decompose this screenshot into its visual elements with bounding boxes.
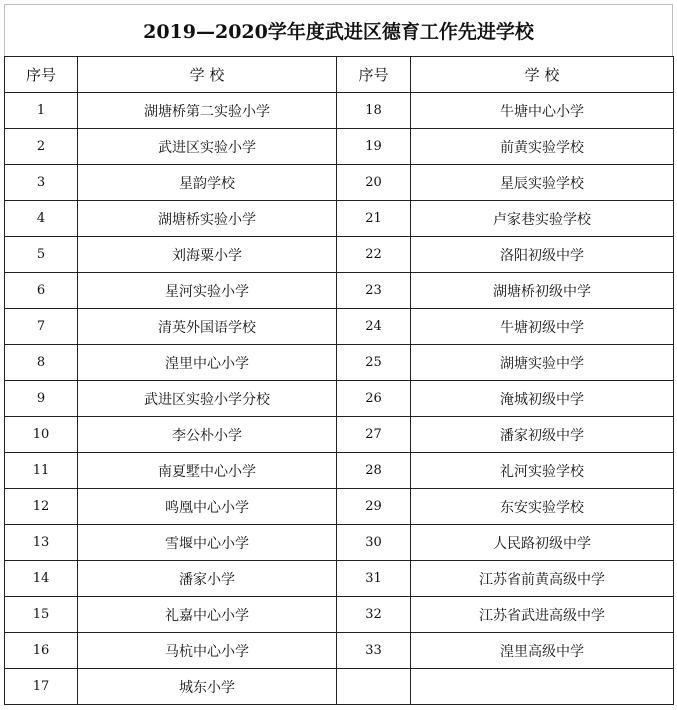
row-school-right: 牛塘中心小学: [411, 93, 674, 129]
row-school-right: 江苏省武进高级中学: [411, 597, 674, 633]
row-school-left: 李公朴小学: [78, 417, 337, 453]
row-seq-left: 5: [5, 237, 78, 273]
row-seq-right: 22: [337, 237, 411, 273]
schools-table: [4, 56, 674, 705]
row-seq-left: 2: [5, 129, 78, 165]
row-seq-left: 17: [5, 669, 78, 705]
row-school-left: 刘海粟小学: [78, 237, 337, 273]
row-seq-left: 9: [5, 381, 78, 417]
table-row: [5, 453, 674, 489]
row-school-left: 马杭中心小学: [78, 633, 337, 669]
row-school-right: 潘家初级中学: [411, 417, 674, 453]
row-seq-right: 23: [337, 273, 411, 309]
row-seq-left: 13: [5, 525, 78, 561]
row-school-left: 湖塘桥第二实验小学: [78, 93, 337, 129]
page-title: 2019—2020学年度武进区德育工作先进学校: [4, 4, 673, 56]
row-school-right: 湟里高级中学: [411, 633, 674, 669]
row-school-right: 洛阳初级中学: [411, 237, 674, 273]
table-row: [5, 669, 674, 705]
header-school-left: 学 校: [78, 57, 337, 93]
table-row: [5, 273, 674, 309]
table-row: [5, 309, 674, 345]
row-school-right: 卢家巷实验学校: [411, 201, 674, 237]
row-school-left: 潘家小学: [78, 561, 337, 597]
row-school-left: 武进区实验小学分校: [78, 381, 337, 417]
table-row: [5, 381, 674, 417]
row-seq-right: 19: [337, 129, 411, 165]
row-seq-right: 33: [337, 633, 411, 669]
table-header-row: [5, 57, 674, 93]
row-seq-left: 10: [5, 417, 78, 453]
row-school-left: 武进区实验小学: [78, 129, 337, 165]
row-seq-left: 14: [5, 561, 78, 597]
row-seq-left: 8: [5, 345, 78, 381]
row-seq-right: 25: [337, 345, 411, 381]
row-school-right: 礼河实验学校: [411, 453, 674, 489]
table-row: [5, 201, 674, 237]
row-school-right: 湖塘桥初级中学: [411, 273, 674, 309]
row-seq-right: 24: [337, 309, 411, 345]
header-seq-right: 序号: [337, 57, 411, 93]
row-school-right: 淹城初级中学: [411, 381, 674, 417]
row-school-left: 星韵学校: [78, 165, 337, 201]
row-seq-right: 31: [337, 561, 411, 597]
row-school-right: 江苏省前黄高级中学: [411, 561, 674, 597]
table-row: [5, 633, 674, 669]
row-school-right: 前黄实验学校: [411, 129, 674, 165]
row-school-left: 湟里中心小学: [78, 345, 337, 381]
row-school-left: 南夏墅中心小学: [78, 453, 337, 489]
row-seq-right: 20: [337, 165, 411, 201]
row-school-left: 鸣凰中心小学: [78, 489, 337, 525]
table-row: [5, 561, 674, 597]
row-seq-left: 6: [5, 273, 78, 309]
row-seq-right: 30: [337, 525, 411, 561]
row-seq-left: 11: [5, 453, 78, 489]
row-seq-left: 4: [5, 201, 78, 237]
table-row: [5, 417, 674, 453]
row-seq-left: 1: [5, 93, 78, 129]
row-school-right: 东安实验学校: [411, 489, 674, 525]
header-school-right: 学 校: [411, 57, 674, 93]
row-school-right: [411, 669, 674, 705]
row-school-left: 清英外国语学校: [78, 309, 337, 345]
row-seq-right: 18: [337, 93, 411, 129]
row-school-right: 湖塘实验中学: [411, 345, 674, 381]
row-school-left: 城东小学: [78, 669, 337, 705]
row-school-left: 湖塘桥实验小学: [78, 201, 337, 237]
row-school-left: 礼嘉中心小学: [78, 597, 337, 633]
row-seq-right: 28: [337, 453, 411, 489]
row-seq-left: 12: [5, 489, 78, 525]
table-row: [5, 489, 674, 525]
table-row: [5, 129, 674, 165]
row-seq-left: 7: [5, 309, 78, 345]
row-seq-right: 32: [337, 597, 411, 633]
row-seq-right: 29: [337, 489, 411, 525]
row-seq-left: 3: [5, 165, 78, 201]
row-seq-left: 16: [5, 633, 78, 669]
table-row: [5, 237, 674, 273]
row-seq-right: 27: [337, 417, 411, 453]
row-school-right: 人民路初级中学: [411, 525, 674, 561]
row-seq-left: 15: [5, 597, 78, 633]
row-school-left: 星河实验小学: [78, 273, 337, 309]
table-row: [5, 525, 674, 561]
row-school-left: 雪堰中心小学: [78, 525, 337, 561]
row-seq-right: [337, 669, 411, 705]
row-seq-right: 26: [337, 381, 411, 417]
row-school-right: 星辰实验学校: [411, 165, 674, 201]
row-school-right: 牛塘初级中学: [411, 309, 674, 345]
header-seq-left: 序号: [5, 57, 78, 93]
table-row: [5, 165, 674, 201]
table-row: [5, 345, 674, 381]
table-row: [5, 597, 674, 633]
row-seq-right: 21: [337, 201, 411, 237]
table-row: [5, 93, 674, 129]
